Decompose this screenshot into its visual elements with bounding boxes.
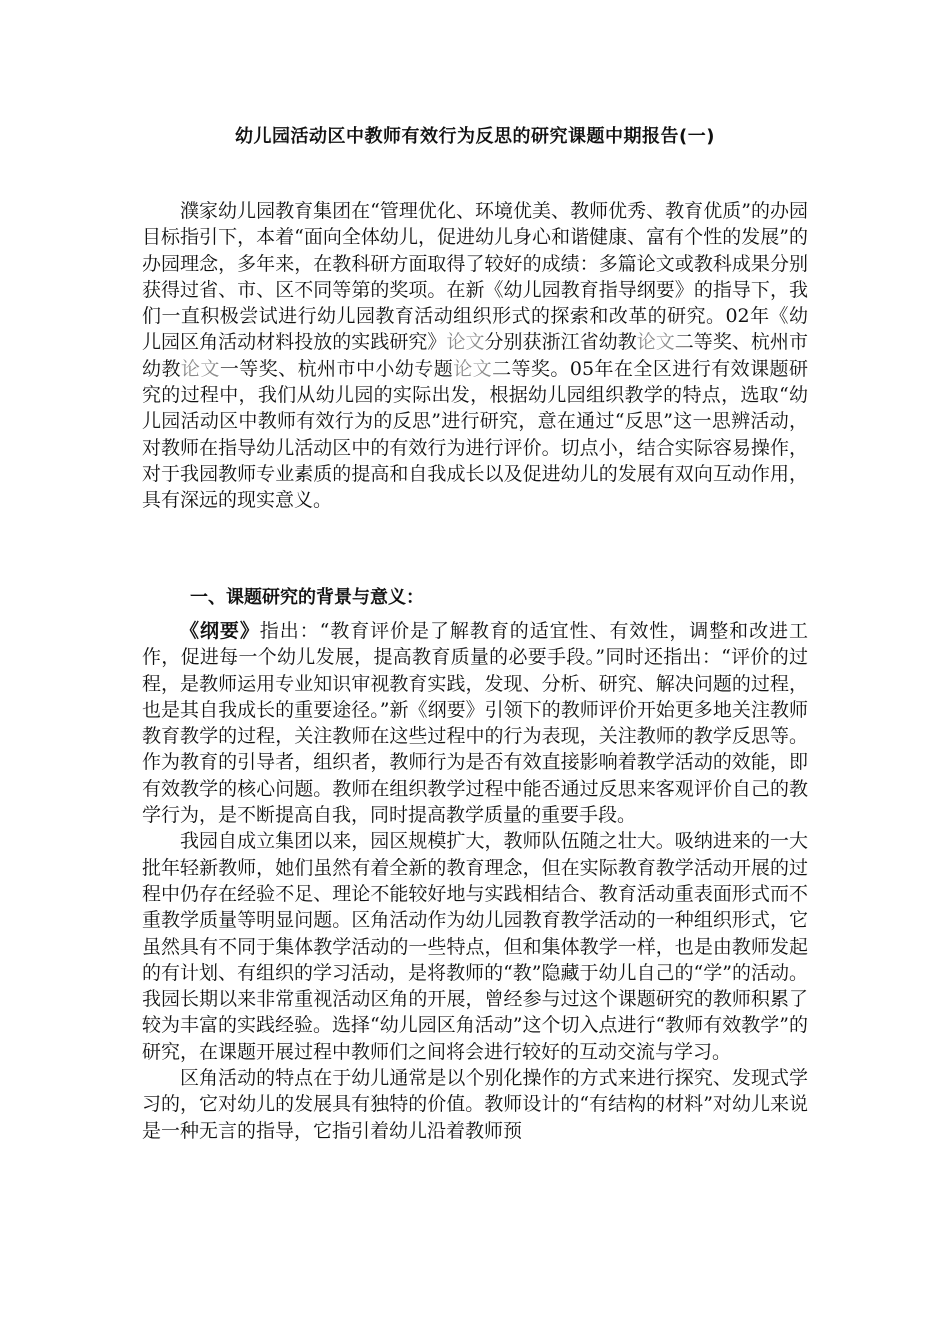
intro-text-3: 二等奖、杭州市幼教	[142, 331, 808, 380]
thesis-link-4[interactable]: 论文	[453, 357, 493, 380]
thesis-link-1[interactable]: 论文	[446, 331, 485, 354]
intro-section	[142, 198, 808, 514]
section-paragraph-1	[142, 618, 808, 828]
thesis-link-2[interactable]: 论文	[636, 331, 675, 354]
intro-text-1: 濮家幼儿园教育集团在“管理优化、环境优美、教师优秀、教育优质”的办园目标指引下，本着“面向全体幼儿，促进幼儿身心和谐健康、富有个性的发展”的办园理念，多年来，在教科研方面取得了较好的成绩：多篇论文或教科成果分别获得过省、市、区不同等第的奖项。在新《幼儿园教育指导纲要》的指导下，我们一直积极尝试进行幼儿园教育活动组织形式的探索和改革的研究。02年《幼儿园区角活动材料投放的实践研究》	[142, 200, 808, 354]
intro-text-4: 一等奖、杭州市中小幼专题	[219, 357, 454, 380]
intro-text-2: 分别获浙江省幼教	[484, 331, 637, 354]
section-paragraph-2: 我园自成立集团以来，园区规模扩大，教师队伍随之壮大。吸纳进来的一大批年轻新教师，她们虽然有着全新的教育理念，但在实际教育教学活动开展的过程中仍存在经验不足、理论不能较好地与实践相结合、教育活动重表面形式而不重教学质量等明显问题。区角活动作为幼儿园教育教学活动的一种组织形式，它虽然具有不同于集体教学活动的一些特点，但和集体教学一样，也是由教师发起的有计划、有组织的学习活动，是将教师的“教”隐藏于幼儿自己的“学”的活动。我园长期以来非常重视活动区角的开展，曾经参与过这个课题研究的教师积累了较为丰富的实践经验。选择“幼儿园区角活动”这个切入点进行“教师有效教学”的研究，在课题开展过程中教师们之间将会进行较好的互动交流与学习。	[142, 830, 808, 1063]
section-paragraph-3: 区角活动的特点在于幼儿通常是以个别化操作的方式来进行探究、发现式学习的，它对幼儿的发展具有独特的价值。教师设计的“有结构的材料”对幼儿来说是一种无言的指导，它指引着幼儿沿着教师预	[142, 1067, 808, 1142]
section-background-body	[142, 618, 808, 1144]
document-title: 幼儿园活动区中教师有效行为反思的研究课题中期报告(一)	[235, 126, 715, 147]
thesis-link-3[interactable]: 论文	[180, 357, 220, 380]
intro-paragraph	[142, 198, 808, 514]
intro-text-5: 二等奖。05年在全区进行有效课题研究的过程中，我们从幼儿园的实际出发，根据幼儿园组织教学的特点，选取“幼儿园活动区中教师有效行为的反思”进行研究，意在通过“反思”这一思辨活动，对教师在指导幼儿活动区中的有效行为进行评价。切点小，结合实际容易操作，对于我园教师专业素质的提高和自我成长以及促进幼儿的发展有双向互动作用，具有深远的现实意义。	[142, 357, 808, 512]
section-paragraph-1-text: 指出：“教育评价是了解教育的适宜性、有效性，调整和改进工作，促进每一个幼儿发展，提高教育质量的必要手段。”同时还指出：“评价的过程，是教师运用专业知识审视教育实践，发现、分析、研究、解决问题的过程，也是其自我成长的重要途径。”新《纲要》引领下的教师评价开始更多地关注教师教育教学的过程，关注教师在这些过程中的行为表现，关注教师的教学反思等。作为教育的引导者，组织者，教师行为是否有效直接影响着教学活动的效能，即有效教学的核心问题。教师在组织教学过程中能否通过反思来客观评价自己的教学行为，是不断提高自我，同时提高教学质量的重要手段。	[142, 620, 808, 827]
guideline-reference: 《纲要》	[180, 620, 260, 642]
section-heading-background: 一、课题研究的背景与意义：	[190, 587, 424, 608]
